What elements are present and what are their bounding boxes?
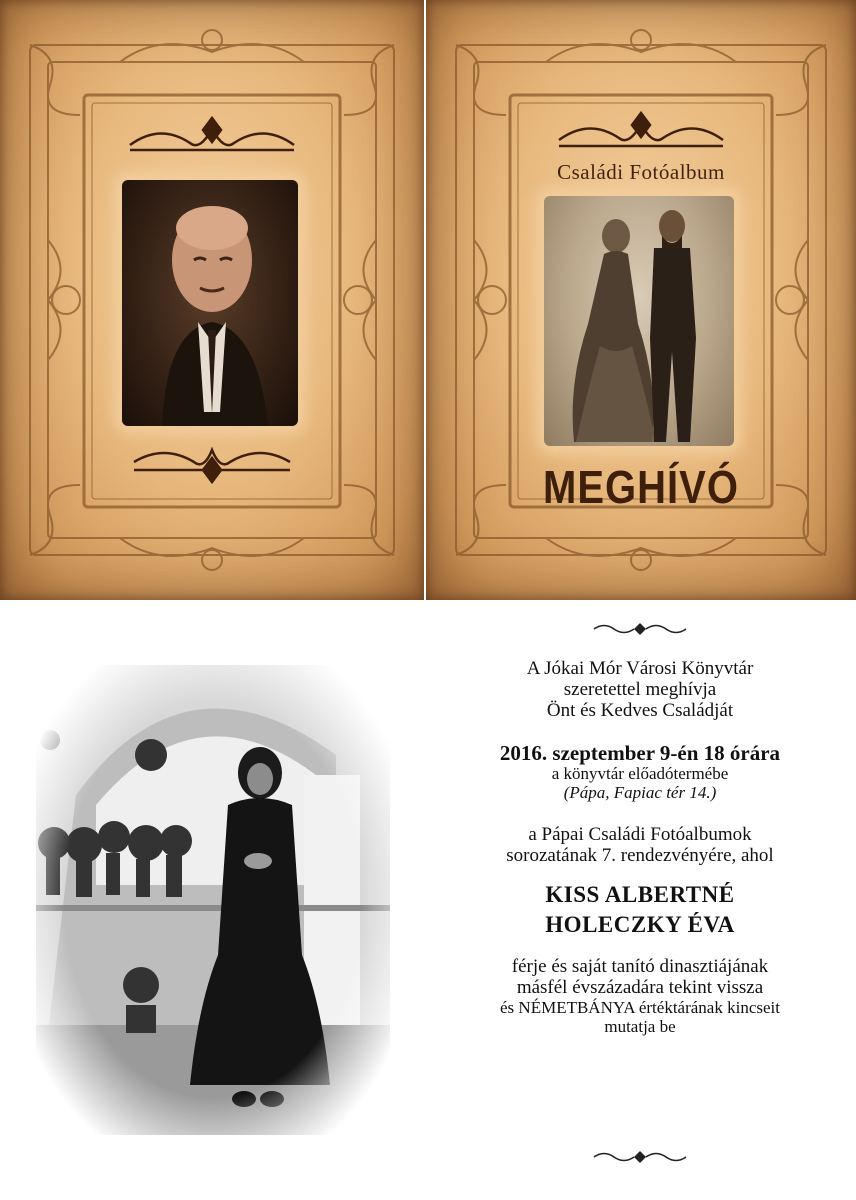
ornament-divider-icon [592, 622, 688, 636]
invitation-text [440, 622, 840, 1036]
family-line: Önt és Kedves Családját [546, 700, 734, 721]
description-line-1: férje és saját tanító dinasztiájának [511, 956, 769, 977]
album-cover-right [426, 0, 856, 600]
woman-bw-photo [36, 665, 390, 1135]
event-series-line: a Pápai Családi Fotóalbumok [528, 824, 752, 845]
ornament-divider-bottom-icon [592, 1150, 688, 1164]
album-cover-left [0, 0, 424, 600]
event-date: 2016. szeptember 9-én 18 órára [499, 741, 781, 765]
portrait-couple-photo [544, 196, 734, 446]
event-number-line: sorozatának 7. rendezvényére, ahol [506, 845, 774, 866]
invites-line: szeretettel meghívja [563, 679, 717, 700]
portrait-man-photo [122, 180, 298, 426]
description-line-4: mutatja be [604, 1017, 676, 1036]
speaker-name-2: HOLECZKY ÉVA [545, 912, 735, 937]
description-line-3: és NÉMETBÁNYA értéktárának kincseit [500, 998, 780, 1017]
speaker-name-1: KISS ALBERTNÉ [545, 882, 735, 907]
address-line: (Pápa, Fapiac tér 14.) [563, 783, 717, 802]
library-line: A Jókai Mór Városi Könyvtár [526, 658, 754, 679]
venue-line: a könyvtár előadótermébe [551, 764, 729, 783]
meghivo-title: MEGHÍVÓ [543, 462, 739, 514]
album-title: Családi Fotóalbum [557, 160, 725, 184]
description-line-2: másfél évszázadára tekint vissza [516, 977, 764, 998]
